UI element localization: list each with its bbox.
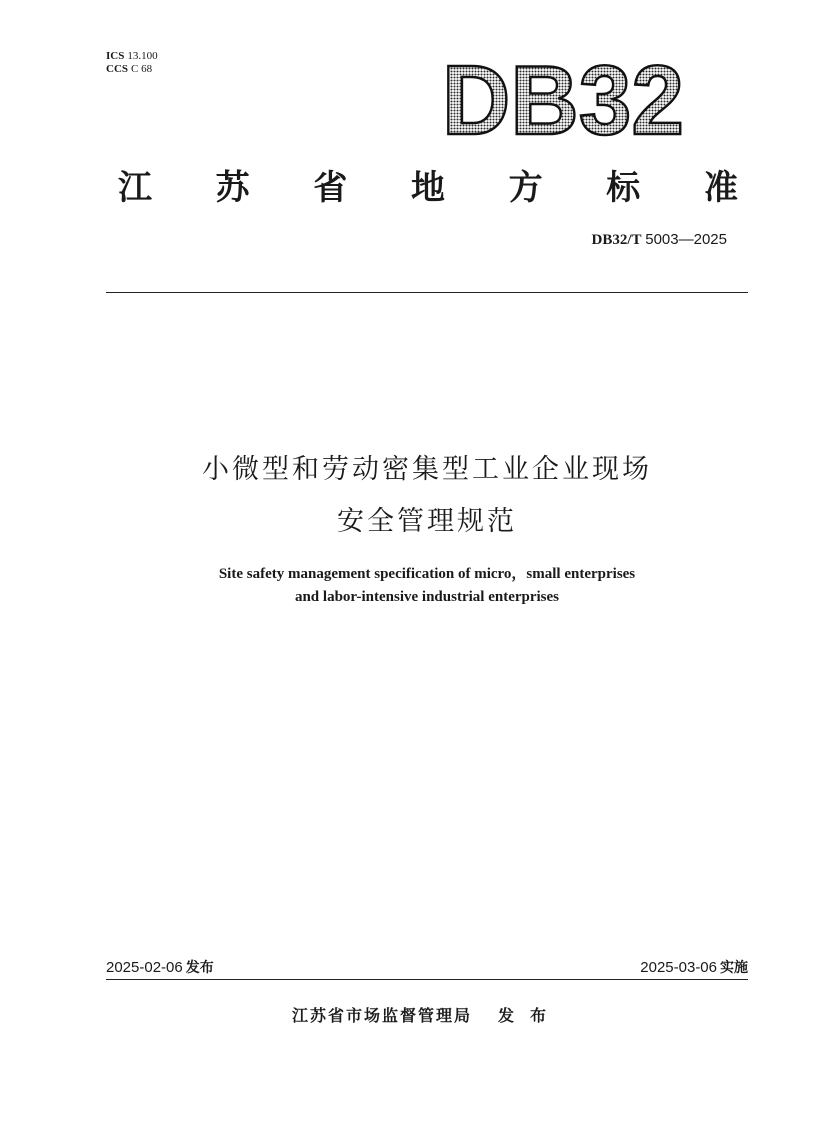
standard-type-char: 方 xyxy=(508,167,543,208)
chinese-title-line2: 安全管理规范 xyxy=(337,506,517,537)
ics-line xyxy=(106,50,158,63)
standard-type-heading xyxy=(118,162,738,206)
publisher-line xyxy=(106,1003,748,1026)
ccs-value: C 68 xyxy=(131,63,153,75)
issue-date-group xyxy=(106,957,214,977)
ics-value: 13.100 xyxy=(127,50,158,62)
implement-date: 2025-03-06 xyxy=(640,959,717,976)
issue-date: 2025-02-06 xyxy=(106,959,183,976)
standard-code-number: 5003—2025 xyxy=(645,231,727,248)
ics-label: ICS xyxy=(106,50,125,62)
standard-type-char: 省 xyxy=(313,167,348,208)
header-divider xyxy=(106,292,748,293)
english-title xyxy=(106,563,748,609)
chinese-title xyxy=(106,444,748,548)
implement-date-group xyxy=(640,957,748,977)
ccs-label: CCS xyxy=(106,63,129,75)
footer-divider xyxy=(106,979,748,980)
classification-codes xyxy=(106,50,158,76)
standard-type-char: 地 xyxy=(410,167,445,208)
logo-text: DB32 xyxy=(442,45,684,150)
chinese-title-line1: 小微型和劳动密集型工业企业现场 xyxy=(202,454,652,485)
english-title-line2: and labor-intensive industrial enterprises xyxy=(294,589,560,605)
standard-type-char: 苏 xyxy=(215,167,250,208)
issue-label: 发布 xyxy=(185,960,214,976)
standard-type-char: 标 xyxy=(606,167,641,208)
ccs-line xyxy=(106,63,158,76)
standard-code xyxy=(591,231,727,249)
standard-code-prefix: DB32/T xyxy=(591,232,642,248)
standard-type-char: 准 xyxy=(703,167,738,208)
publisher-action: 发布 xyxy=(498,1006,563,1025)
english-title-line1: Site safety management specification of micro，small enterprises xyxy=(218,566,636,582)
implement-label: 实施 xyxy=(720,960,748,976)
publisher-name: 江苏省市场监督管理局 xyxy=(291,1006,472,1025)
db32-logo xyxy=(438,40,688,150)
dates-row xyxy=(106,957,748,977)
standard-type-char: 江 xyxy=(118,167,152,208)
